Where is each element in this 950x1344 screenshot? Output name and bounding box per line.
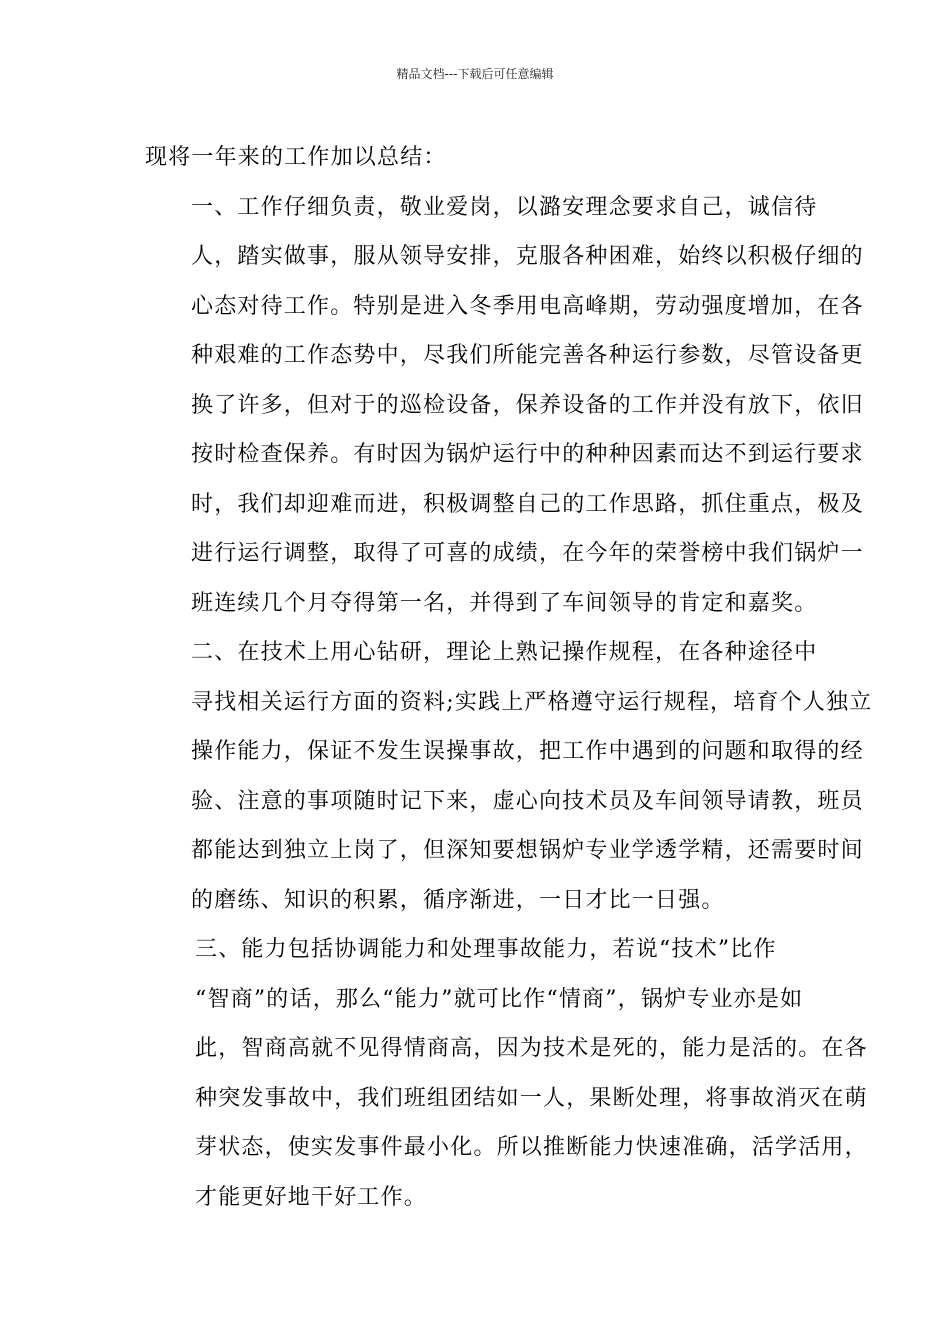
para3-line-4: 种突发事故中，我们班组团结如一人，果断处理，将事故消灭在萌 <box>195 1085 868 1111</box>
para3-line-1: 三、能力包括协调能力和处理事故能力，若说“技术”比作 <box>195 937 777 962</box>
para1-line-7: 时，我们却迎难而进，积极调整自己的工作思路，抓住重点，极及 <box>191 491 864 517</box>
para3-line-5: 芽状态，使实发事件最小化。所以推断能力快速准确，活学活用， <box>195 1135 868 1160</box>
para1-line-3: 心态对待工作。特别是进入冬季用电高峰期，劳动强度增加，在各 <box>191 293 864 319</box>
para1-line-2: 人，踏实做事，服从领导安排，克服各种困难，始终以积极仔细的 <box>191 244 864 269</box>
para3-line-2: “智商”的话，那么“能力”就可比作“情商”，锅炉专业亦是如 <box>195 986 804 1012</box>
intro-line: 现将一年来的工作加以总结： <box>145 145 447 170</box>
para2-line-1: 二、在技术上用心钻研，理论上熟记操作规程，在各种途径中 <box>191 640 818 665</box>
paragraph-2 <box>145 628 873 925</box>
para3-line-6: 才能更好地干好工作。 <box>195 1184 428 1210</box>
para1-line-6: 按时检查保养。有时因为锅炉运行中的种种因素而达不到运行要求 <box>191 442 864 467</box>
para3-line-3: 此，智商高就不见得情商高，因为技术是死的，能力是活的。在各 <box>195 1036 868 1061</box>
para2-line-5: 都能达到独立上岗了，但深知要想锅炉专业学透学精，还需要时间 <box>191 838 864 863</box>
para1-line-5: 换了许多，但对于的巡检设备，保养设备的工作并没有放下，依旧 <box>191 392 864 418</box>
para2-line-2: 寻找相关运行方面的资料;实践上严格遵守运行规程，培育个人独立 <box>191 689 873 715</box>
intro-paragraph <box>145 133 807 183</box>
para1-line-1: 一、工作仔细负责，敬业爱岗，以潞安理念要求自己，诚信待 <box>191 194 818 220</box>
para2-line-6: 的磨练、知识的积累，循序渐进，一日才比一日强。 <box>191 887 725 913</box>
paragraph-1 <box>145 183 864 629</box>
para2-line-4: 验、注意的事项随时记下来，虚心向技术员及车间领导请教，班员 <box>191 788 864 814</box>
page-header: 精品文档---下载后可任意编辑 <box>396 67 554 81</box>
para1-line-8: 进行运行调整，取得了可喜的成绩，在今年的荣誉榜中我们锅炉一 <box>191 541 864 566</box>
document-body <box>145 133 873 1222</box>
paragraph-3 <box>145 925 868 1222</box>
para1-line-4: 种艰难的工作态势中，尽我们所能完善各种运行参数，尽管设备更 <box>191 343 864 368</box>
para1-line-9: 班连续几个月夺得第一名，并得到了车间领导的肯定和嘉奖。 <box>191 590 818 616</box>
para2-line-3: 操作能力，保证不发生误操事故，把工作中遇到的问题和取得的经 <box>191 739 864 764</box>
